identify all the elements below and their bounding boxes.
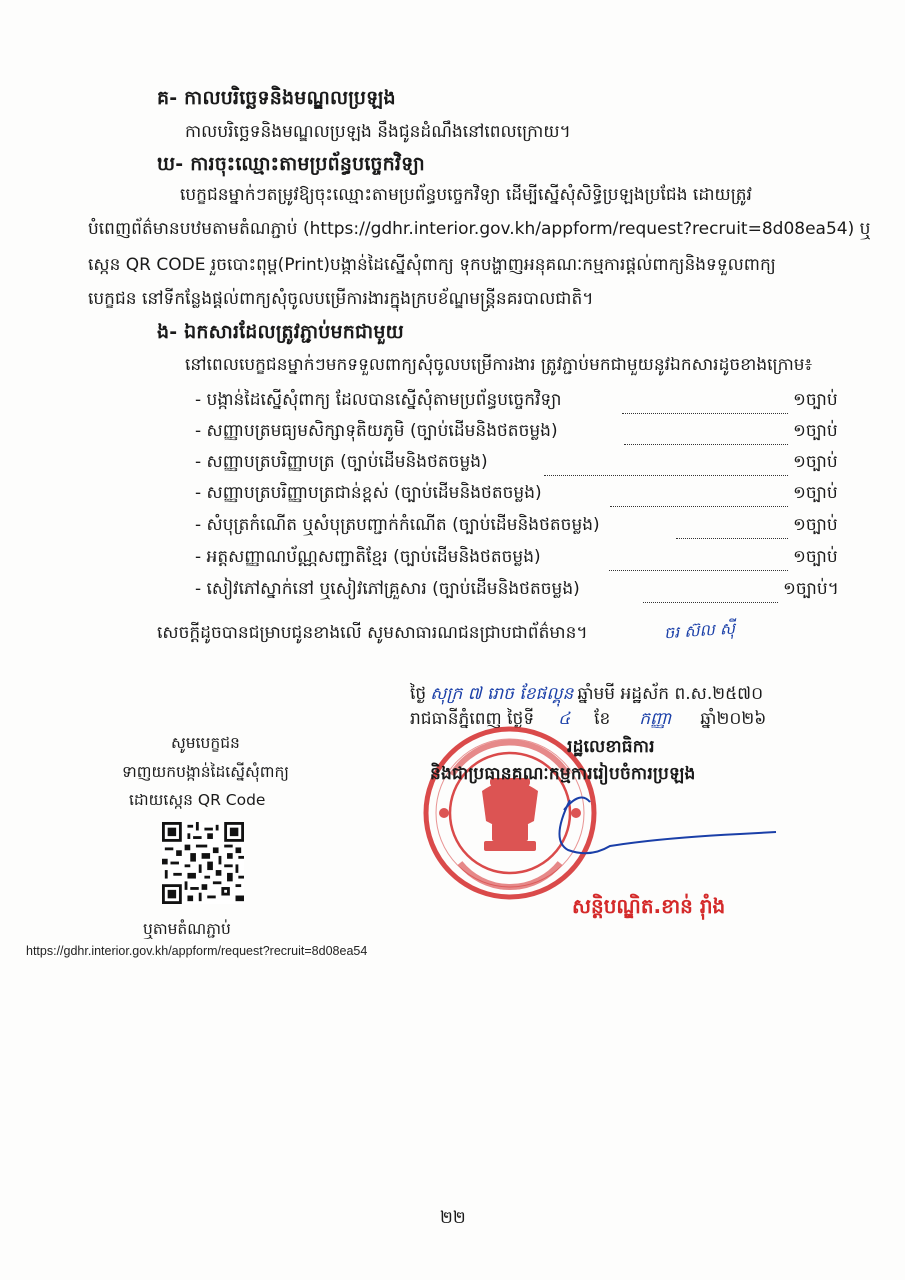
list-item-count: ១ច្បាប់: [793, 452, 838, 472]
leader-dots: [610, 495, 788, 514]
qr-code-icon[interactable]: [162, 822, 244, 904]
signatory-title-1: រដ្ឋលេខាធិការ: [567, 737, 655, 757]
lunar-date-prefix: ថ្ងៃ: [410, 684, 427, 704]
handwritten-annotation: ចរ ស៊ល ស៊ី: [663, 618, 736, 643]
qr-link-label: ឬតាមតំណភ្ជាប់: [143, 920, 231, 938]
leader-dots: [622, 402, 788, 421]
solar-day-handwritten: ៤: [558, 709, 571, 729]
page-number: ២២: [440, 1208, 466, 1228]
list-item-count: ១ច្បាប់: [793, 547, 838, 567]
list-item-text: - សញ្ញាបត្របរិញ្ញាបត្រ (ច្បាប់ដើមនិងថតចម្លង): [195, 452, 488, 472]
list-item-count: ១ច្បាប់: [793, 421, 838, 441]
list-item-text: - អត្តសញ្ញាណប័ណ្ណសញ្ជាតិខ្មែរ (ច្បាប់ដើមនិងថតចម្លង): [195, 547, 541, 567]
section-nga-intro: នៅពេលបេក្ខជនម្នាក់ៗមកទទួលពាក្យសុំចូលបម្រើការងារ ត្រូវភ្ជាប់មកជាមួយនូវឯកសារដូចខាងក្រោម៖: [185, 355, 813, 375]
lunar-date-line: [410, 683, 763, 708]
signature: [540, 780, 790, 870]
section-gha-line3: ស្កេន QR CODE រួចបោះពុម្ព(Print)បង្កាន់ដៃស្នើសុំពាក្យ ទុកបង្ហាញអនុគណៈកម្មការផ្តល់ពាក្យនិងទទួលពាក្យ: [88, 255, 776, 275]
list-item-text: - សំបុត្រកំណើត ឬសំបុត្របញ្ជាក់កំណើត (ច្បាប់ដើមនិងថតចម្លង): [195, 515, 600, 535]
qr-instruction-line-1: សូមបេក្ខជន: [171, 734, 240, 752]
section-gha-line2: បំពេញព័ត៌មានបឋមតាមតំណភ្ជាប់ (https://gdhr.interior.gov.kh/appform/request?recruit=8d08ea54) ឬ: [88, 219, 871, 239]
qr-instruction-line-3: ដោយស្កេន QR Code: [129, 791, 266, 809]
solar-month-handwritten: កញ្ញា: [639, 709, 672, 729]
list-item-text: - សៀវភៅស្នាក់នៅ ឬសៀវភៅគ្រួសារ (ច្បាប់ដើមនិងថតចម្លង): [195, 579, 580, 599]
leader-dots: [643, 591, 778, 610]
lunar-date-handwritten: សុក្រ ៧ រោច ខែផល្គុន: [430, 684, 574, 704]
closing-statement: សេចក្តីដូចបានជម្រាបជូនខាងលើ សូមសាធារណជនជ្រាបជាព័ត៌មាន។: [157, 623, 588, 643]
qr-instruction-line-2: ទាញយកបង្កាន់ដៃស្នើសុំពាក្យ: [122, 763, 289, 781]
lunar-date-suffix: ឆ្នាំមមី អដ្ឋស័ក ព.ស.២៥៧០: [577, 684, 764, 704]
section-ga-heading: គ- កាលបរិច្ឆេទនិងមណ្ឌលប្រឡង: [157, 87, 396, 109]
section-gha-heading: ឃ- ការចុះឈ្មោះតាមប្រព័ន្ធបច្ចេកវិទ្យា: [157, 153, 425, 175]
list-item-count: ១ច្បាប់: [793, 515, 838, 535]
list-item-count: ១ច្បាប់: [793, 483, 838, 503]
registration-url-link[interactable]: https://gdhr.interior.gov.kh/appform/request?recruit=8d08ea54: [26, 944, 368, 958]
signatory-title-2: និងជាប្រធានគណៈកម្មការរៀបចំការប្រឡង: [430, 764, 696, 784]
signatory-name: សន្តិបណ្ឌិត.ខាន់ រ៉ាំង: [572, 894, 726, 918]
section-gha-line1: បេក្ខជនម្នាក់ៗតម្រូវឱ្យចុះឈ្មោះតាមប្រព័ន្ធបច្ចេកវិទ្យា ដើម្បីស្នើសុំសិទ្ធិប្រឡងប្រជែង ដោយត្រូវ: [180, 185, 752, 205]
list-item-text: - បង្កាន់ដៃស្នើសុំពាក្យ ដែលបានស្នើសុំតាមប្រព័ន្ធបច្ចេកវិទ្យា: [195, 390, 562, 410]
section-ga-text: កាលបរិច្ឆេទនិងមណ្ឌលប្រឡង នឹងជូនដំណឹងនៅពេលក្រោយ។: [185, 122, 571, 142]
list-item-count: ១ច្បាប់: [793, 390, 838, 410]
solar-year: ឆ្នាំ២០២៦: [700, 709, 767, 729]
section-nga-heading: ង- ឯកសារដែលត្រូវភ្ជាប់មកជាមួយ: [157, 321, 404, 343]
leader-dots: [609, 559, 788, 578]
leader-dots: [676, 527, 788, 546]
list-item-text: - សញ្ញាបត្រមធ្យមសិក្សាទុតិយភូមិ (ច្បាប់ដើមនិងថតចម្លង): [195, 421, 558, 441]
solar-date-prefix: រាជធានីភ្នំពេញ ថ្ងៃទី: [410, 709, 535, 729]
solar-month-label: ខែ: [594, 709, 611, 729]
section-gha-line4: បេក្ខជន នៅទីកន្លែងផ្តល់ពាក្យសុំចូលបម្រើការងារក្នុងក្របខ័ណ្ឌមន្ត្រីនគរបាលជាតិ។: [88, 289, 594, 309]
list-item-count: ១ច្បាប់។: [783, 579, 839, 599]
leader-dots: [544, 464, 788, 483]
list-item-text: - សញ្ញាបត្របរិញ្ញាបត្រជាន់ខ្ពស់ (ច្បាប់ដើមនិងថតចម្លង): [195, 483, 542, 503]
leader-dots: [624, 433, 788, 452]
